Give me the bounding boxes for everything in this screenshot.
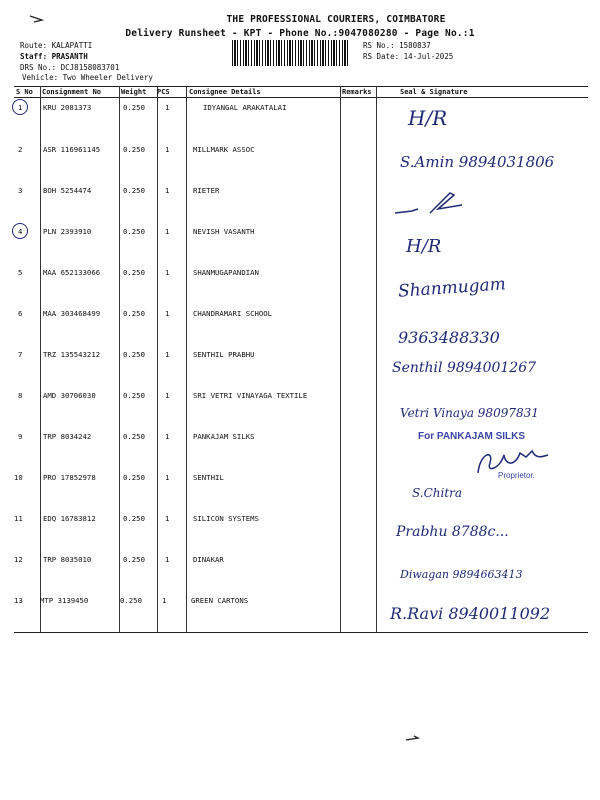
row-serial-number: 13 <box>14 596 23 605</box>
row-signature: Shanmugam <box>397 274 507 302</box>
column-divider <box>119 86 120 632</box>
row-pieces: 1 <box>165 514 170 523</box>
row-weight: 0.250 <box>123 309 145 318</box>
row-consignment-number: PLN 2393910 <box>43 227 92 236</box>
row-consignee: SRI VETRI VINAYAGA TEXTILE <box>193 391 308 400</box>
row-weight: 0.250 <box>123 268 145 277</box>
row-weight: 0.250 <box>123 227 145 236</box>
row-signature: Senthil 9894001267 <box>392 360 537 376</box>
column-divider <box>340 86 341 632</box>
row-consignment-number: AMD 30706030 <box>43 391 96 400</box>
row-signature: H/R <box>408 106 448 130</box>
row-consignee: SENTHIL <box>193 473 224 482</box>
row-weight: 0.250 <box>123 186 145 195</box>
column-header-pcs: PCS <box>157 88 170 96</box>
row-pieces: 1 <box>165 227 170 236</box>
row-signature: Diwagan 9894663413 <box>400 568 523 581</box>
row-pieces: 1 <box>165 309 170 318</box>
row-weight: 0.250 <box>123 350 145 359</box>
row-consignment-number: ASR 116961145 <box>43 145 101 154</box>
row-weight: 0.250 <box>123 473 145 482</box>
company-title: THE PROFESSIONAL COURIERS, COIMBATORE <box>226 14 446 25</box>
row-serial-number: 6 <box>18 309 23 318</box>
stray-ink-mark <box>404 734 424 744</box>
row-consignee: GREEN CARTONS <box>191 596 249 605</box>
row-consignment-number: EDQ 16783812 <box>43 514 96 523</box>
row-pieces: 1 <box>165 186 170 195</box>
column-header-consignee: Consignee Details <box>189 88 261 96</box>
column-divider <box>40 86 41 632</box>
table-top-border <box>14 86 588 87</box>
row-signature: Vetri Vinaya 98097831 <box>400 406 539 420</box>
row-consignee: DINAKAR <box>193 555 224 564</box>
row-consignment-number: BOH 5254474 <box>43 186 92 195</box>
row-consignee: CHANDRAMARI SCHOOL <box>193 309 273 318</box>
row-weight: 0.250 <box>123 103 145 112</box>
row-consignment-number: MAA 303468499 <box>43 309 101 318</box>
row-pieces: 1 <box>165 555 170 564</box>
runsheet-title: Delivery Runsheet - KPT - Phone No.:9047080280 - Page No.:1 <box>125 28 475 39</box>
row-pieces: 1 <box>165 350 170 359</box>
row-serial-number: 5 <box>18 268 23 277</box>
staff-label: Staff: PRASANTH <box>20 52 88 61</box>
row-signature: H/R <box>406 236 442 257</box>
row-weight: 0.250 <box>123 145 145 154</box>
stray-ink-mark <box>28 14 48 24</box>
row-weight: 0.250 <box>120 596 142 605</box>
row-pieces: 1 <box>165 473 170 482</box>
row-signature: 9363488330 <box>398 328 500 347</box>
table-header-border <box>14 97 588 98</box>
column-header-consignment: Consignment No <box>42 88 102 96</box>
row-consignee: RIETER <box>193 186 220 195</box>
rs-date: RS Date: 14-Jul-2025 <box>363 52 454 61</box>
row-signature: Prabhu 8788c... <box>396 524 509 540</box>
row-serial-number: 2 <box>18 145 23 154</box>
row-serial-number: 10 <box>14 473 23 482</box>
barcode-image <box>232 40 350 66</box>
row-pieces: 1 <box>162 596 167 605</box>
row-consignee: SENTHIL PRABHU <box>193 350 255 359</box>
row-consignee: PANKAJAM SILKS <box>193 432 255 441</box>
row-serial-number: 8 <box>18 391 23 400</box>
route-label: Route: KALAPATTI <box>20 41 93 50</box>
row-consignment-number: TRP 8035010 <box>43 555 92 564</box>
row-consignee: SHANMUGAPANDIAN <box>193 268 259 277</box>
row-consignment-number: MTP 3139450 <box>40 596 89 605</box>
row-serial-number: 3 <box>18 186 23 195</box>
row-consignment-number: MAA 652133066 <box>43 268 101 277</box>
row-serial-number: 4 <box>18 227 23 236</box>
row-signature: S.Amin 9894031806 <box>400 153 555 171</box>
company-stamp: For PANKAJAM SILKS <box>418 431 526 442</box>
drs-number: DRS No.: DCJ8158083701 <box>20 63 120 72</box>
row-pieces: 1 <box>165 103 170 112</box>
column-header-sno: S No <box>16 88 33 96</box>
row-consignee: SILICON SYSTEMS <box>193 514 259 523</box>
row-weight: 0.250 <box>123 514 145 523</box>
signature-scribble <box>390 185 490 221</box>
column-divider <box>376 86 377 632</box>
row-pieces: 1 <box>165 432 170 441</box>
row-signature: S.Chitra <box>412 486 463 500</box>
ink-circle-mark <box>12 99 28 115</box>
row-weight: 0.250 <box>123 391 145 400</box>
row-signature: R.Ravi 8940011092 <box>390 604 551 623</box>
row-weight: 0.250 <box>123 555 145 564</box>
column-divider <box>157 86 158 632</box>
table-bottom-border <box>14 632 588 633</box>
row-pieces: 1 <box>165 145 170 154</box>
column-header-weight: Weight <box>121 88 147 96</box>
row-serial-number: 11 <box>14 514 23 523</box>
row-consignment-number: TRZ 135543212 <box>43 350 101 359</box>
row-consignee: NEVISH VASANTH <box>193 227 255 236</box>
row-pieces: 1 <box>165 391 170 400</box>
column-header-seal-signature: Seal & Signature <box>400 88 468 96</box>
row-serial-number: 1 <box>18 103 23 112</box>
row-serial-number: 7 <box>18 350 23 359</box>
vehicle-label: Vehicle: Two Wheeler Delivery <box>22 73 153 82</box>
row-consignee: IDYANGAL ARAKATALAI <box>203 103 287 112</box>
row-consignee: MILLMARK ASSOC <box>193 145 255 154</box>
column-header-remarks: Remarks <box>342 88 372 96</box>
ink-circle-mark <box>12 223 28 239</box>
rs-number: RS No.: 1580837 <box>363 41 431 50</box>
row-serial-number: 9 <box>18 432 23 441</box>
row-consignment-number: KRU 2081373 <box>43 103 92 112</box>
row-serial-number: 12 <box>14 555 23 564</box>
row-pieces: 1 <box>165 268 170 277</box>
row-weight: 0.250 <box>123 432 145 441</box>
row-consignment-number: TRP 8034242 <box>43 432 92 441</box>
row-consignment-number: PRO 17852978 <box>43 473 96 482</box>
column-divider <box>186 86 187 632</box>
stamp-proprietor-label: Proprietor. <box>498 471 535 480</box>
